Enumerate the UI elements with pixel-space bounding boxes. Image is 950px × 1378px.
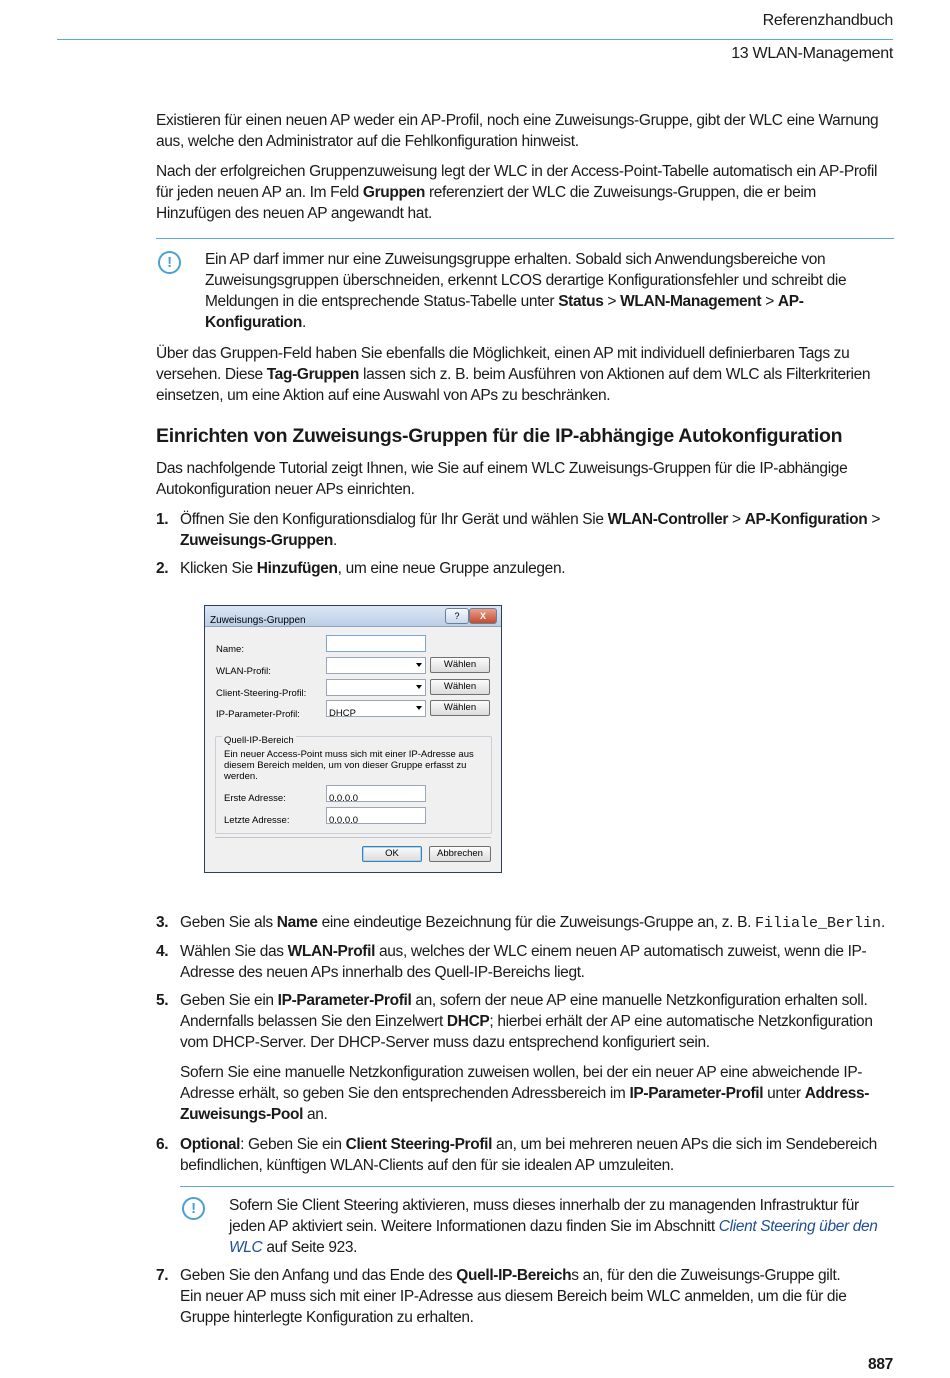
exclamation-icon: ! [182,1197,205,1220]
dialog-titlebar [205,606,501,627]
ip-parameter-choose-button[interactable]: Wählen [430,700,490,716]
header-rule [57,39,893,40]
note-text: Ein AP darf immer nur eine Zuweisungsgruppe erhalten. Sobald sich Anwendungsbereiche von Zuweisungsgruppen überschneiden, erkennt LCOS derartige Konfigurationsfehler und schreibt die Meldungen in die entsprechende Status-Tabelle unter Status > WLAN-Management > AP-Konfiguration. [205,251,847,331]
first-address-input[interactable]: 0.0.0.0 [326,785,426,802]
name-label: Name: [216,644,244,655]
intro-paragraph-1: Existieren für einen neuen AP weder ein AP-Profil, noch eine Zuweisungs-Gruppe, gibt der WLC eine Warnung aus, welche den Administrator auf die Fehlkonfiguration hinweist. [156,112,879,150]
note-box [156,238,894,333]
client-steering-select[interactable] [326,679,426,696]
wlan-profile-label: WLAN-Profil: [216,666,271,677]
example-name-code: Filiale_Berlin [754,915,882,932]
wlan-profile-select[interactable] [326,657,426,674]
running-header-title: Referenzhandbuch [762,12,893,29]
client-steering-choose-button[interactable]: Wählen [430,679,490,695]
chevron-down-icon [416,706,422,710]
name-input[interactable] [326,635,426,652]
step-5: 5. Geben Sie ein IP-Parameter-Profil an, sofern der neue AP eine manuelle Netzkonfiguration erhalten soll. Andernfalls belassen Sie den Einzelwert DHCP; hierbei erhält der AP eine automatische Netzkonfiguration vom DHCP-Server. Der DHCP-Server muss dazu entsprechend konfiguriert sein. Sofern Sie eine manuelle Netzkonfiguration zuweisen wollen, bei der ein neuer AP eine abweichende IP-Adresse erhält, so geben Sie den entsprechenden Adressbereich im IP-Parameter-Profil unter Address-Zuweisungs-Pool an. [156,992,873,1123]
last-address-input[interactable]: 0.0.0.0 [326,807,426,824]
step-4: 4. Wählen Sie das WLAN-Profil aus, welches der WLC einem neuen AP automatisch zuweist, wenn die IP-Adresse des neuen APs innerhalb des Quell-IP-Bereichs liegt. [156,943,867,981]
zuweisungs-gruppen-dialog [204,605,502,873]
chevron-down-icon [416,685,422,689]
step-7: 7. Geben Sie den Anfang und das Ende des Quell-IP-Bereichs an, für den die Zuweisungs-Gruppe gilt. Ein neuer AP muss sich mit einer IP-Adresse aus diesem Bereich beim WLC anmelden, um die für die Gruppe hinterlegte Konfiguration zu erhalten. [156,1267,847,1326]
steps-list [156,509,894,1328]
dialog-title: Zuweisungs-Gruppen [210,615,306,626]
close-button[interactable]: X [469,608,497,624]
cancel-button[interactable]: Abbrechen [429,846,491,862]
ip-parameter-select[interactable]: DHCP [326,700,426,717]
chevron-down-icon [416,663,422,667]
first-address-label: Erste Adresse: [224,793,286,804]
group-description: Ein neuer Access-Point muss sich mit einer IP-Adresse aus diesem Bereich melden, um von dieser Gruppe erfasst zu werden. [224,749,474,782]
tags-paragraph: Über das Gruppen-Feld haben Sie ebenfalls die Möglichkeit, einen AP mit individuell definierbaren Tags zu versehen. Diese Tag-Gruppen lassen sich z. B. beim Ausführen von Aktionen auf dem WLC als Filterkriterien einsetzen, um eine Aktion auf eine Auswahl von APs zu beschränken. [156,345,871,404]
exclamation-icon: ! [158,251,181,274]
step-6: 6. Optional: Geben Sie ein Client Steering-Profil an, um bei mehreren neuen APs die sich im Sendebereich befindlichen, künftigen WLAN-Clients auf den für sie idealen AP umzuleiten. ! Sofern Sie Client Steering aktivieren, muss dieses innerhalb der zu managenden Infrastruktur für jeden AP aktiviert sein. Weitere Informationen dazu finden Sie im Abschnitt Client Steering über den WLC auf Seite 923. [156,1134,894,1258]
running-header-chapter: 13 WLAN-Management [731,45,893,62]
client-steering-link[interactable]: Client Steering über den WLC [229,1218,878,1256]
source-ip-range-group [215,736,492,834]
help-button[interactable]: ? [445,608,469,624]
dialog-separator [215,837,491,838]
section-intro: Das nachfolgende Tutorial zeigt Ihnen, wie Sie auf einem WLC Zuweisungs-Gruppen für die IP-abhängige Autokonfiguration neuer APs einrichten. [156,460,848,498]
page-number: 887 [868,1356,893,1373]
client-steering-label: Client-Steering-Profil: [216,688,307,699]
dialog-figure [180,605,894,905]
ok-button[interactable]: OK [362,846,422,862]
step-2: 2. Klicken Sie Hinzufügen, um eine neue Gruppe anzulegen. Zuweisungs-Gruppen ? X Name: WLAN-Profil: Wählen Client-Steering-Profil: Wählen IP-Parameter-Profil: DHCP Wählen Quell-IP-Bereich Ein neuer Access-Point muss sich mit einer IP-Adresse aus diesem Bereich melden, um von dieser Gruppe erfasst zu werden. Erste Adresse: 0.0.0.0 Letzte Adresse: 0.0.0.0 OK Abbrechen [156,558,894,905]
group-title: Quell-IP-Bereich [222,730,296,751]
wlan-profile-choose-button[interactable]: Wählen [430,657,490,673]
last-address-label: Letzte Adresse: [224,815,290,826]
step-1: 1. Öffnen Sie den Konfigurationsdialog für Ihr Gerät und wählen Sie WLAN-Controller > AP-Konfiguration > Zuweisungs-Gruppen. [156,511,881,549]
client-steering-note: ! Sofern Sie Client Steering aktivieren, muss dieses innerhalb der zu managenden Infrastruktur für jeden AP aktiviert sein. Weitere Informationen dazu finden Sie im Abschnitt Client Steering über den WLC auf Seite 923. [180,1186,894,1258]
section-heading: Einrichten von Zuweisungs-Gruppen für die IP-abhängige Autokonfiguration [156,425,843,447]
page-content [156,110,894,1335]
step-3: 3. Geben Sie als Name eine eindeutige Bezeichnung für die Zuweisungs-Gruppe an, z. B. Filiale_Berlin. [156,914,885,932]
intro-paragraph-2: Nach der erfolgreichen Gruppenzuweisung legt der WLC in der Access-Point-Tabelle automatisch ein AP-Profil für jeden neuen AP an. Im Feld Gruppen referenziert der WLC die Zuweisungs-Gruppen, die er beim Hinzufügen des neuen AP angewandt hat. [156,163,878,222]
ip-parameter-label: IP-Parameter-Profil: [216,709,300,720]
